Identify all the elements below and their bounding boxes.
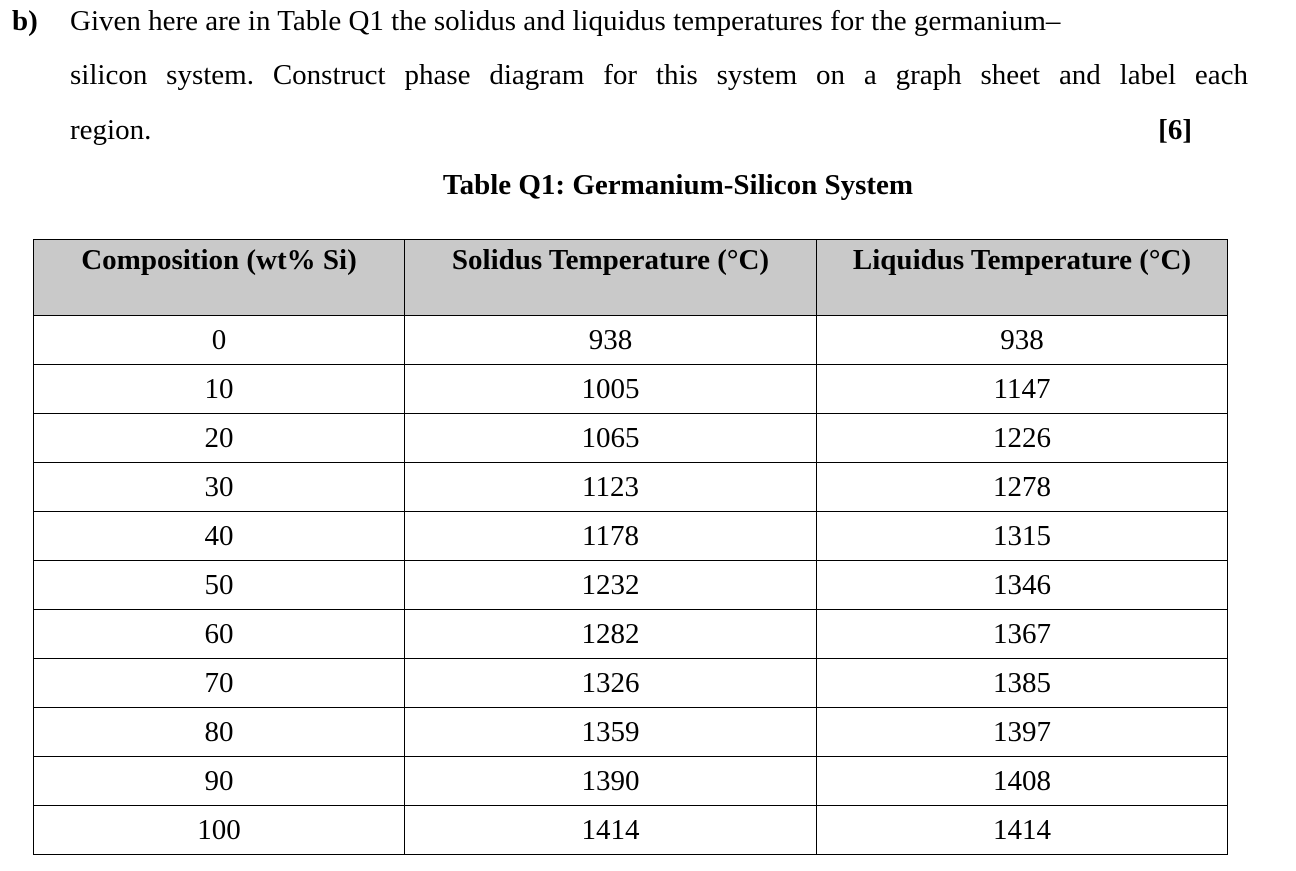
table-row xyxy=(34,414,1228,463)
table-row xyxy=(34,708,1228,757)
cell-liquidus: 1315 xyxy=(817,512,1228,561)
cell-solidus: 1178 xyxy=(405,512,817,561)
data-table xyxy=(33,239,1228,855)
cell-liquidus: 1397 xyxy=(817,708,1228,757)
cell-liquidus: 1367 xyxy=(817,610,1228,659)
cell-solidus: 1065 xyxy=(405,414,817,463)
cell-liquidus: 1408 xyxy=(817,757,1228,806)
cell-composition: 90 xyxy=(34,757,405,806)
cell-solidus: 1326 xyxy=(405,659,817,708)
cell-solidus: 1414 xyxy=(405,806,817,855)
question-marks: [6] xyxy=(1158,114,1192,146)
question-text-line-2: silicon system. Construct phase diagram for this system on a graph sheet and label each xyxy=(70,59,1248,91)
cell-composition: 10 xyxy=(34,365,405,414)
cell-liquidus: 1226 xyxy=(817,414,1228,463)
table-title: Table Q1: Germanium-Silicon System xyxy=(442,169,914,201)
cell-composition: 30 xyxy=(34,463,405,512)
cell-solidus: 1123 xyxy=(405,463,817,512)
cell-solidus: 1390 xyxy=(405,757,817,806)
question-text-line-1: Given here are in Table Q1 the solidus and liquidus temperatures for the germanium– xyxy=(70,5,1061,37)
header-composition: Composition (wt% Si) xyxy=(34,240,405,316)
question-label: b) xyxy=(12,5,38,37)
question-text-line-3: region. xyxy=(70,114,152,146)
table-row xyxy=(34,512,1228,561)
cell-liquidus: 1414 xyxy=(817,806,1228,855)
header-liquidus: Liquidus Temperature (°C) xyxy=(817,240,1228,316)
table-row xyxy=(34,806,1228,855)
table-row xyxy=(34,561,1228,610)
cell-solidus: 1282 xyxy=(405,610,817,659)
cell-composition: 70 xyxy=(34,659,405,708)
table-row xyxy=(34,610,1228,659)
cell-solidus: 1005 xyxy=(405,365,817,414)
cell-composition: 50 xyxy=(34,561,405,610)
table-row xyxy=(34,365,1228,414)
cell-composition: 60 xyxy=(34,610,405,659)
cell-solidus: 1232 xyxy=(405,561,817,610)
table-row xyxy=(34,463,1228,512)
cell-composition: 80 xyxy=(34,708,405,757)
table-header-row xyxy=(34,240,1228,316)
cell-liquidus: 1385 xyxy=(817,659,1228,708)
header-solidus: Solidus Temperature (°C) xyxy=(405,240,817,316)
table-row xyxy=(34,316,1228,365)
cell-composition: 0 xyxy=(34,316,405,365)
cell-solidus: 1359 xyxy=(405,708,817,757)
cell-liquidus: 1346 xyxy=(817,561,1228,610)
table-row xyxy=(34,659,1228,708)
cell-composition: 100 xyxy=(34,806,405,855)
cell-liquidus: 938 xyxy=(817,316,1228,365)
cell-solidus: 938 xyxy=(405,316,817,365)
cell-composition: 40 xyxy=(34,512,405,561)
table-row xyxy=(34,757,1228,806)
cell-liquidus: 1278 xyxy=(817,463,1228,512)
cell-composition: 20 xyxy=(34,414,405,463)
cell-liquidus: 1147 xyxy=(817,365,1228,414)
